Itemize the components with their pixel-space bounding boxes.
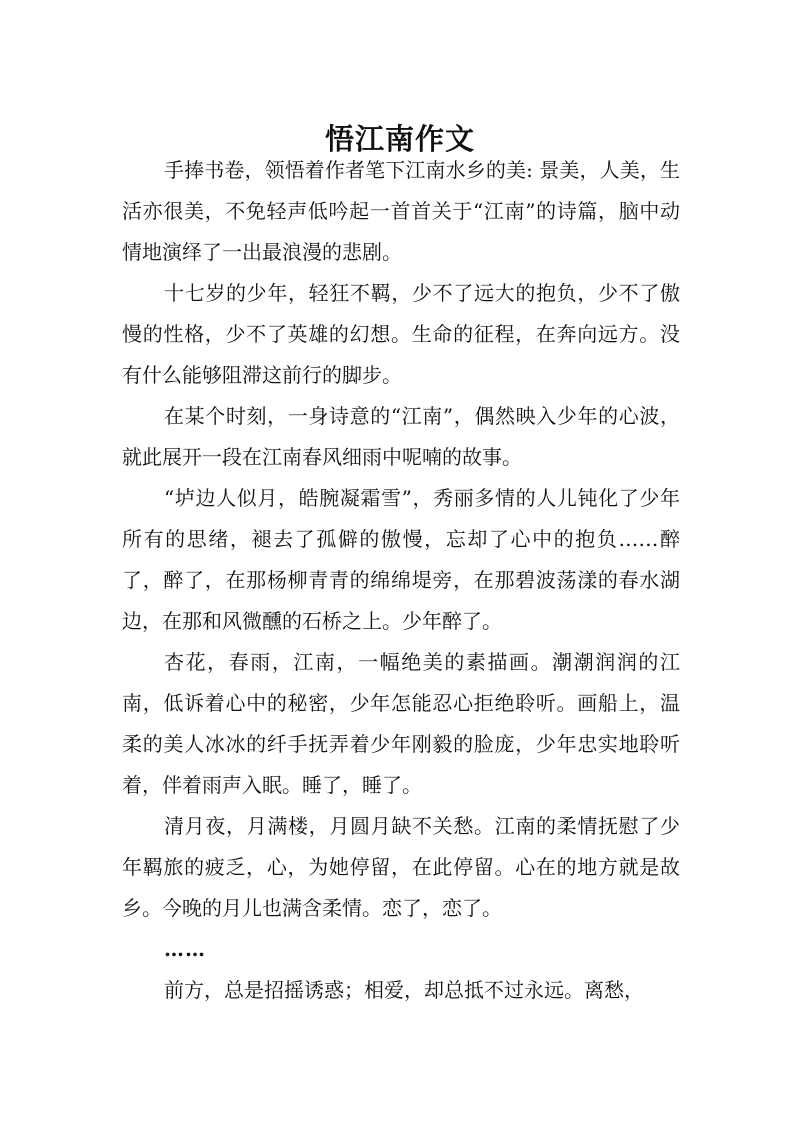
paragraph: 在某个时刻，一身诗意的“江南”，偶然映入少年的心波，就此展开一段在江南春风细雨中呢喃的故事。 [122, 404, 680, 469]
paragraph: “垆边人似月，皓腕凝霜雪”，秀丽多情的人儿钝化了少年所有的思绪，褪去了孤僻的傲慢，忘却了心中的抱负……醉了，醉了，在那杨柳青青的绵绵堤旁，在那碧波荡漾的春水湖边，在那和风微醺的石桥之上。少年醉了。 [122, 486, 680, 633]
ellipsis-paragraph: …… [164, 937, 206, 961]
paragraph: 手捧书卷，领悟着作者笔下江南水乡的美: 景美，人美，生活亦很美，不免轻声低吟起一首首关于“江南”的诗篇，脑中动情地演绎了一出最浪漫的悲剧。 [122, 158, 680, 264]
paragraph: 清月夜，月满楼，月圆月缺不关愁。江南的柔情抚慰了少年羁旅的疲乏，心，为她停留，在此停留。心在的地方就是故乡。今晚的月儿也满含柔情。恋了，恋了。 [122, 814, 680, 920]
paragraph: 十七岁的少年，轻狂不羁，少不了远大的抱负，少不了傲慢的性格，少不了英雄的幻想。生命的征程，在奔向远方。没有什么能够阻滞这前行的脚步。 [122, 281, 680, 387]
document-body [122, 150, 680, 1011]
document-title: 悟江南作文 [324, 122, 475, 157]
paragraph: 杏花，春雨，江南，一幅绝美的素描画。潮潮润润的江南，低诉着心中的秘密，少年怎能忍心拒绝聆听。画船上，温柔的美人冰冰的纤手抚弄着少年刚毅的脸庞，少年忠实地聆听着，伴着雨声入眠。睡了，睡了。 [122, 650, 680, 797]
paragraph: 前方，总是招摇诱惑；相爱，却总抵不过永远。离愁， [164, 978, 644, 1002]
